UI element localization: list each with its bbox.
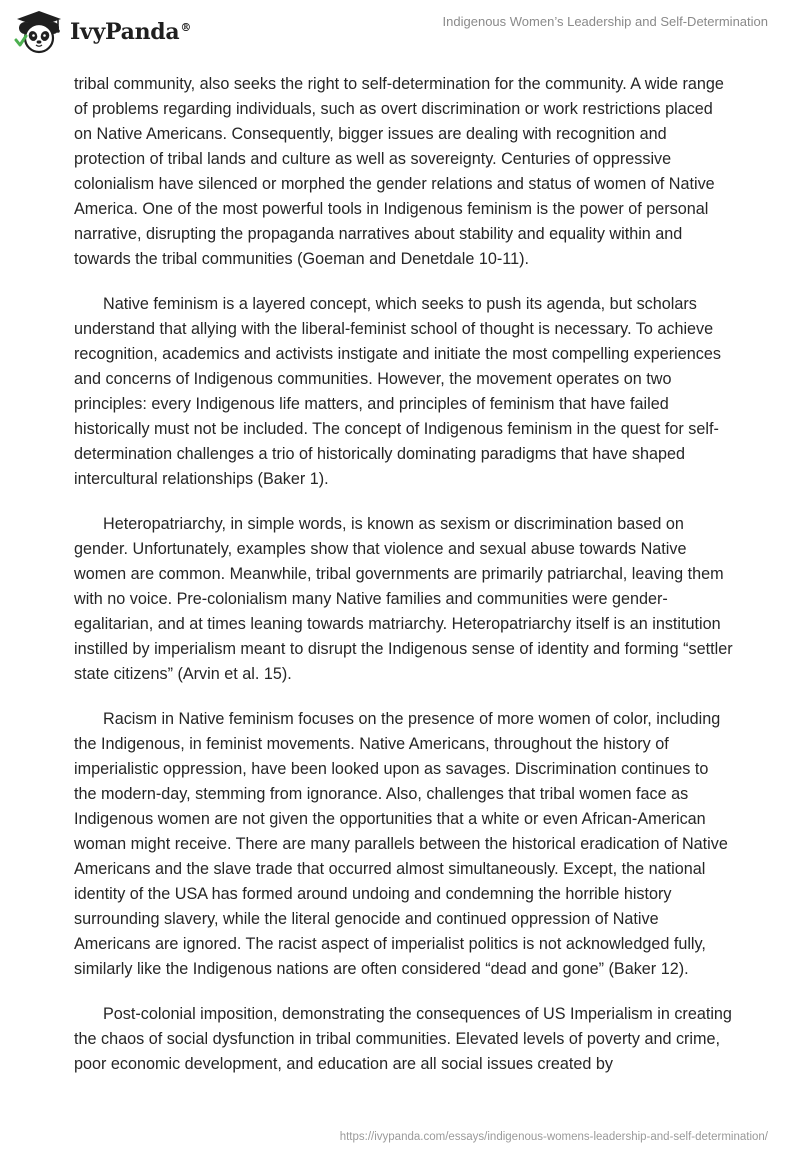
ivypanda-logo[interactable] <box>14 10 191 54</box>
paragraph: Native feminism is a layered concept, which seeks to push its agenda, but scholars understand that allying with the liberal-feminist school of thought is necessary. To achieve recognition, academics and activists instigate and initiate the most compelling experiences and concerns of Indigenous communities. However, the movement operates on two principles: every Indigenous life matters, and principles of feminism that have failed historically must not be included. The concept of Indigenous feminism in the quest for self-determination challenges a trio of historically dominating paradigms that have shaped intercultural relationships (Baker 1). <box>74 295 721 488</box>
paragraph: Racism in Native feminism focuses on the presence of more women of color, including the Indigenous, in feminist movements. Native Americans, throughout the history of imperialistic oppression, have been looked upon as savages. Discrimination continues to the modern-day, stemming from ignorance. Also, challenges that tribal women face as Indigenous women are not given the opportunities that a white or even African-American woman might receive. There are many parallels between the historical eradication of Native Americans and the slave trade that occurred almost simultaneously. Except, the national identity of the USA has formed around undoing and condemning the horrible history surrounding slavery, while the literal genocide and continued oppression of Native Americans are ignored. The racist aspect of imperialist politics is not acknowledged fully, similarly like the Indigenous nations are often considered “dead and gone” (Baker 12). <box>74 710 728 978</box>
registered-mark: ® <box>180 20 192 34</box>
document-title: Indigenous Women’s Leadership and Self-Determination <box>442 14 768 29</box>
logo-wordmark <box>70 19 191 45</box>
paragraph: tribal community, also seeks the right to self-determination for the community. A wide range of problems regarding individuals, such as overt discrimination or work restrictions placed on Native Americans. Consequently, bigger issues are dealing with recognition and protection of tribal lands and culture as well as sovereignty. Centuries of oppressive colonialism have silenced or morphed the gender relations and status of women of Native America. One of the most powerful tools in Indigenous feminism is the power of personal narrative, disrupting the propaganda narratives about stability and equality within and towards the tribal communities (Goeman and Denetdale 10-11). <box>74 75 724 268</box>
page-header <box>0 0 800 64</box>
paragraph: Heteropatriarchy, in simple words, is known as sexism or discrimination based on gender. Unfortunately, examples show that violence and sexual abuse towards Native women are common. Meanwhile, tribal governments are primarily patriarchal, leaving them with no voice. Pre-colonialism many Native families and communities were gender-egalitarian, and at times leaning towards matriarchy. Heteropatriarchy itself is an institution instilled by imperialism meant to disrupt the Indigenous sense of identity and forming “settler state citizens” (Arvin et al. 15). <box>74 515 733 683</box>
source-url[interactable]: https://ivypanda.com/essays/indigenous-womens-leadership-and-self-determination/ <box>339 1131 768 1143</box>
panda-graduation-icon <box>14 10 64 54</box>
logo-text: IvyPanda <box>70 19 180 45</box>
essay-body <box>74 72 734 1097</box>
paragraph: Post-colonial imposition, demonstrating the consequences of US Imperialism in creating the chaos of social dysfunction in tribal communities. Elevated levels of poverty and crime, poor economic development, and education are all social issues created by <box>74 1005 732 1073</box>
